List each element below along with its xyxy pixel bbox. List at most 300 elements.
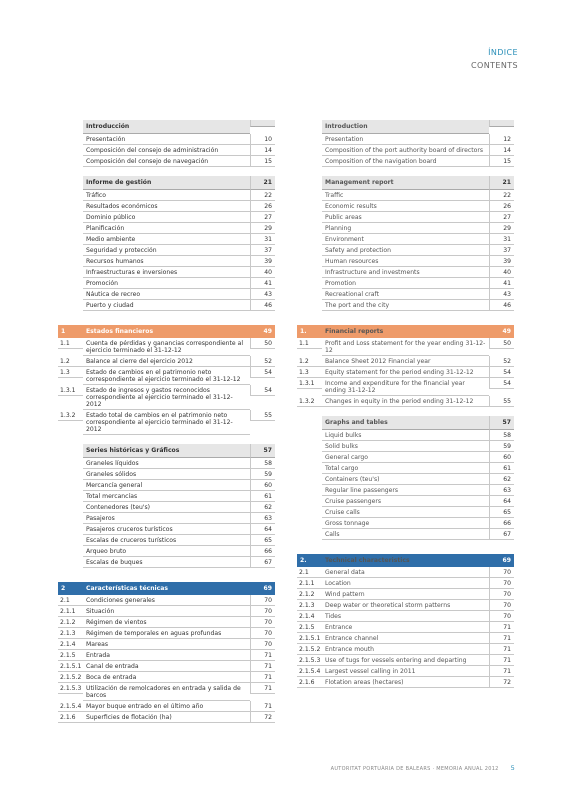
entry-number: 2.1.5.4: [297, 666, 322, 677]
entry-label: Seguridad y protección: [83, 245, 250, 256]
entry-label: Tides: [322, 611, 489, 622]
entry-page: 64: [250, 524, 275, 535]
page-number: 5: [510, 764, 515, 772]
toc-entry[interactable]: [297, 622, 514, 633]
entry-page: 62: [489, 474, 514, 485]
entry-number: 2.1.5.4: [58, 701, 83, 712]
section-title: Financial reports: [322, 325, 489, 338]
entry-label: Human resources: [322, 256, 489, 267]
entry-number: [58, 190, 83, 193]
entry-page: 66: [489, 518, 514, 529]
toc-entry[interactable]: [58, 385, 275, 410]
entry-number: [297, 485, 322, 488]
entry-number: 1.1: [297, 338, 322, 349]
toc-entry[interactable]: [58, 628, 275, 639]
toc-entry[interactable]: [297, 223, 514, 234]
entry-number: 2.1.5.3: [297, 655, 322, 666]
section-heading[interactable]: [58, 325, 275, 338]
entry-label: Total cargo: [322, 463, 489, 474]
entry-number: [58, 134, 83, 137]
entry-label: Resultados económicos: [83, 201, 250, 212]
toc-entry[interactable]: [58, 267, 275, 278]
toc-entry[interactable]: [58, 212, 275, 223]
entry-label: Presentation: [322, 134, 489, 145]
entry-label: Recreational craft: [322, 289, 489, 300]
entry-number: 2.1.4: [58, 639, 83, 650]
entry-page: 70: [489, 600, 514, 611]
toc-entry[interactable]: [58, 145, 275, 156]
entry-label: Planificación: [83, 223, 250, 234]
toc-entry[interactable]: [297, 600, 514, 611]
toc-entry[interactable]: [58, 513, 275, 524]
toc-entry[interactable]: [297, 441, 514, 452]
entry-page: 70: [489, 611, 514, 622]
entry-label: Pasajeros cruceros turísticos: [83, 524, 250, 535]
entry-label: Composición del consejo de navegación: [83, 156, 250, 167]
toc-section-financial: [297, 325, 514, 407]
section-title: Informe de gestión: [83, 176, 250, 190]
entry-label: Entrance channel: [322, 633, 489, 644]
toc-entry[interactable]: [297, 529, 514, 540]
toc-entry[interactable]: [58, 701, 275, 712]
entry-page: 55: [250, 410, 275, 421]
entry-number: 1.3: [58, 367, 83, 378]
entry-label: Puerto y ciudad: [83, 300, 250, 311]
entry-page: 26: [250, 201, 275, 212]
entry-number: 2.1.6: [297, 677, 322, 688]
entry-number: [297, 507, 322, 510]
entry-label: Contenedores (teu's): [83, 502, 250, 513]
entry-number: 2.1.3: [297, 600, 322, 611]
section-heading[interactable]: [297, 416, 514, 430]
entry-label: Superficies de flotación (ha): [83, 712, 250, 723]
toc-entry[interactable]: [297, 267, 514, 278]
entry-page: 71: [250, 701, 275, 712]
entry-label: Estado total de cambios en el patrimonio neto correspondiente al ejercicio terminado el 31-12-2012: [83, 410, 250, 435]
entry-page: 63: [489, 485, 514, 496]
entry-label: Entrance mouth: [322, 644, 489, 655]
entry-label: Deep water or theoretical storm patterns: [322, 600, 489, 611]
entry-label: Cuenta de pérdidas y ganancias correspondiente al ejercicio terminado el 31-12-12: [83, 338, 250, 356]
contents-subtitle: CONTENTS: [471, 61, 518, 70]
section-page: [489, 120, 514, 127]
section-number: 1.: [297, 325, 322, 338]
toc-section-financial: [58, 325, 275, 435]
toc-entry[interactable]: [58, 683, 275, 701]
entry-label: Escalas de cruceros turísticos: [83, 535, 250, 546]
entry-page: 31: [489, 234, 514, 245]
entry-page: 37: [489, 245, 514, 256]
entry-number: [58, 535, 83, 538]
entry-page: 64: [489, 496, 514, 507]
entry-label: Environment: [322, 234, 489, 245]
entry-label: Cruise calls: [322, 507, 489, 518]
toc-entry[interactable]: [58, 480, 275, 491]
entry-number: 2.1.3: [58, 628, 83, 639]
entry-page: 61: [489, 463, 514, 474]
toc-entry[interactable]: [58, 234, 275, 245]
toc-entry[interactable]: [58, 458, 275, 469]
entry-label: Planning: [322, 223, 489, 234]
toc-entry[interactable]: [297, 278, 514, 289]
entry-page: 71: [489, 655, 514, 666]
entry-page: 70: [489, 578, 514, 589]
toc-entry[interactable]: [297, 378, 514, 396]
toc-entry[interactable]: [58, 134, 275, 145]
entry-page: 71: [250, 661, 275, 672]
entry-number: [297, 278, 322, 281]
toc-entry[interactable]: [297, 485, 514, 496]
toc-entry[interactable]: [297, 245, 514, 256]
toc-entry[interactable]: [58, 712, 275, 723]
entry-page: 43: [489, 289, 514, 300]
toc-entry[interactable]: [297, 507, 514, 518]
section-title: Graphs and tables: [322, 416, 489, 430]
toc-entry[interactable]: [297, 300, 514, 311]
entry-page: 54: [489, 367, 514, 378]
entry-label: Liquid bulks: [322, 430, 489, 441]
section-number: [297, 120, 322, 126]
toc-entry[interactable]: [58, 367, 275, 385]
toc-entry[interactable]: [297, 396, 514, 407]
toc-entry[interactable]: [58, 502, 275, 513]
entry-number: [58, 245, 83, 248]
entry-number: [297, 474, 322, 477]
entry-label: Dominio público: [83, 212, 250, 223]
entry-label: Boca de entrada: [83, 672, 250, 683]
entry-number: 1.3: [297, 367, 322, 378]
entry-number: [58, 480, 83, 483]
toc-entry[interactable]: [297, 430, 514, 441]
toc-entry[interactable]: [297, 463, 514, 474]
entry-page: 39: [250, 256, 275, 267]
toc-entry[interactable]: [58, 156, 275, 167]
entry-page: 10: [250, 134, 275, 145]
entry-number: [58, 278, 83, 281]
entry-label: Composition of the navigation board: [322, 156, 489, 167]
entry-label: Entrada: [83, 650, 250, 661]
section-heading[interactable]: [297, 176, 514, 190]
entry-number: 2.1.5.2: [58, 672, 83, 683]
entry-number: [297, 518, 322, 521]
entry-page: 46: [489, 300, 514, 311]
toc-entry[interactable]: [58, 201, 275, 212]
entry-number: [297, 463, 322, 466]
toc-entry[interactable]: [58, 524, 275, 535]
toc-entry[interactable]: [297, 234, 514, 245]
toc-entry[interactable]: [58, 557, 275, 568]
entry-page: 63: [250, 513, 275, 524]
toc-section-series: [58, 444, 275, 568]
toc-entry[interactable]: [58, 535, 275, 546]
toc-entry[interactable]: [58, 672, 275, 683]
entry-page: 26: [489, 201, 514, 212]
toc-entry[interactable]: [58, 606, 275, 617]
entry-page: 72: [489, 677, 514, 688]
entry-page: 71: [489, 633, 514, 644]
toc-entry[interactable]: [297, 589, 514, 600]
entry-label: Entrance: [322, 622, 489, 633]
toc-entry[interactable]: [297, 190, 514, 201]
entry-page: 61: [250, 491, 275, 502]
toc-entry[interactable]: [58, 650, 275, 661]
entry-number: 1.3.1: [297, 378, 322, 389]
toc-entry[interactable]: [297, 201, 514, 212]
entry-number: [58, 546, 83, 549]
entry-label: Promoción: [83, 278, 250, 289]
entry-number: 1.3.2: [297, 396, 322, 407]
entry-page: 22: [489, 190, 514, 201]
entry-page: 70: [250, 628, 275, 639]
entry-label: Location: [322, 578, 489, 589]
entry-label: Pasajeros: [83, 513, 250, 524]
entry-label: Infrastructure and investments: [322, 267, 489, 278]
section-heading[interactable]: [297, 120, 514, 134]
toc-section-series: [297, 416, 514, 540]
entry-page: 71: [489, 666, 514, 677]
section-page: 21: [489, 176, 514, 190]
entry-label: Mayor buque entrado en el último año: [83, 701, 250, 712]
entry-label: Composition of the port authority board of directors: [322, 145, 489, 156]
entry-label: Promotion: [322, 278, 489, 289]
entry-number: [297, 300, 322, 303]
section-title: Características técnicas: [83, 582, 250, 595]
section-heading[interactable]: [58, 444, 275, 458]
toc-entry[interactable]: [297, 518, 514, 529]
section-page: 57: [250, 444, 275, 458]
toc-section-technical: [297, 554, 514, 688]
entry-page: 72: [250, 712, 275, 723]
entry-label: Régimen de temporales en aguas profundas: [83, 628, 250, 639]
entry-page: 55: [489, 396, 514, 407]
section-number: [58, 176, 83, 182]
entry-label: Recursos humanos: [83, 256, 250, 267]
entry-page: 70: [489, 589, 514, 600]
entry-page: 58: [250, 458, 275, 469]
entry-number: [297, 441, 322, 444]
toc-entry[interactable]: [297, 356, 514, 367]
entry-label: Escalas de buques: [83, 557, 250, 568]
entry-number: [58, 524, 83, 527]
toc-entry[interactable]: [297, 156, 514, 167]
toc-entry[interactable]: [297, 567, 514, 578]
toc-entry[interactable]: [58, 595, 275, 606]
section-number: [297, 176, 322, 182]
entry-page: 43: [250, 289, 275, 300]
index-title: ÍNDICE: [488, 48, 518, 57]
entry-number: [297, 452, 322, 455]
toc-entry[interactable]: [58, 356, 275, 367]
entry-number: [58, 201, 83, 204]
entry-page: 29: [489, 223, 514, 234]
entry-number: [58, 145, 83, 148]
entry-number: 2.1.5.1: [58, 661, 83, 672]
entry-page: 12: [489, 134, 514, 145]
entry-page: 58: [489, 430, 514, 441]
entry-number: [297, 201, 322, 204]
entry-page: 70: [250, 595, 275, 606]
toc-entry[interactable]: [297, 134, 514, 145]
entry-number: 2.1.5.3: [58, 683, 83, 694]
entry-page: 54: [250, 385, 275, 396]
section-heading[interactable]: [58, 120, 275, 134]
toc-entry[interactable]: [297, 145, 514, 156]
entry-label: Gross tonnage: [322, 518, 489, 529]
entry-label: Balance Sheet 2012 Financial year: [322, 356, 489, 367]
entry-label: Wind pattern: [322, 589, 489, 600]
entry-page: 14: [250, 145, 275, 156]
entry-number: [297, 223, 322, 226]
entry-label: Canal de entrada: [83, 661, 250, 672]
entry-number: 2.1.4: [297, 611, 322, 622]
entry-number: [58, 212, 83, 215]
entry-label: Estado de cambios en el patrimonio neto correspondiente al ejercicio terminado el 31-12-12: [83, 367, 250, 385]
toc-entry[interactable]: [297, 677, 514, 688]
entry-page: 50: [250, 338, 275, 349]
entry-label: Mercancía general: [83, 480, 250, 491]
entry-number: 2.1.2: [58, 617, 83, 628]
toc-entry[interactable]: [297, 474, 514, 485]
entry-number: 1.3.2: [58, 410, 83, 421]
section-title: Series históricas y Gráficos: [83, 444, 250, 458]
entry-number: 2.1.1: [297, 578, 322, 589]
entry-label: Calls: [322, 529, 489, 540]
entry-label: Containers (teu's): [322, 474, 489, 485]
entry-page: 62: [250, 502, 275, 513]
section-title: Technical characteristics: [322, 554, 489, 567]
entry-number: [297, 267, 322, 270]
toc-entry[interactable]: [297, 644, 514, 655]
entry-label: Cruise passengers: [322, 496, 489, 507]
entry-page: 60: [250, 480, 275, 491]
entry-page: 41: [250, 278, 275, 289]
entry-number: 1.3.1: [58, 385, 83, 396]
entry-label: Medio ambiente: [83, 234, 250, 245]
entry-page: 70: [250, 606, 275, 617]
toc-entry[interactable]: [297, 655, 514, 666]
entry-label: Estado de ingresos y gastos reconocidos correspondiente al ejercicio terminado el 31-12-2012: [83, 385, 250, 410]
entry-page: 59: [489, 441, 514, 452]
entry-label: Equity statement for the period ending 31-12-12: [322, 367, 489, 378]
toc-entry[interactable]: [58, 469, 275, 480]
section-heading[interactable]: [297, 554, 514, 567]
entry-label: Utilización de remolcadores en entrada y salida de barcos: [83, 683, 250, 701]
entry-page: 27: [250, 212, 275, 223]
entry-page: 46: [250, 300, 275, 311]
section-title: Estados financieros: [83, 325, 250, 338]
toc-entry[interactable]: [58, 245, 275, 256]
entry-number: [58, 513, 83, 516]
entry-number: [297, 156, 322, 159]
entry-label: Changes in equity in the period ending 31-12-12: [322, 396, 489, 407]
section-heading[interactable]: [297, 325, 514, 338]
toc-entry[interactable]: [297, 666, 514, 677]
entry-number: [297, 145, 322, 148]
section-heading[interactable]: [58, 176, 275, 190]
entry-page: 65: [489, 507, 514, 518]
entry-number: [297, 212, 322, 215]
entry-page: 41: [489, 278, 514, 289]
toc-entry[interactable]: [297, 496, 514, 507]
section-number: [297, 416, 322, 422]
entry-page: 71: [250, 683, 275, 694]
toc-entry[interactable]: [297, 452, 514, 463]
toc-entry[interactable]: [58, 300, 275, 311]
toc-entry[interactable]: [58, 190, 275, 201]
toc-entry[interactable]: [297, 367, 514, 378]
entry-label: Presentación: [83, 134, 250, 145]
toc-entry[interactable]: [58, 661, 275, 672]
entry-number: [297, 134, 322, 137]
toc-entry[interactable]: [297, 338, 514, 356]
entry-label: Largest vessel calling in 2011: [322, 666, 489, 677]
toc-entry[interactable]: [58, 338, 275, 356]
entry-page: 52: [489, 356, 514, 367]
entry-label: Profit and Loss statement for the year ending 31-12-12: [322, 338, 489, 356]
entry-label: Flotation areas (hectares): [322, 677, 489, 688]
section-page: 69: [250, 582, 275, 595]
entry-page: 71: [250, 672, 275, 683]
entry-label: Income and expenditure for the financial year ending 31-12-12: [322, 378, 489, 396]
entry-page: 60: [489, 452, 514, 463]
entry-page: 71: [250, 650, 275, 661]
entry-page: 31: [250, 234, 275, 245]
toc-entry[interactable]: [58, 278, 275, 289]
entry-label: Composición del consejo de administración: [83, 145, 250, 156]
entry-page: 67: [250, 557, 275, 568]
entry-number: [297, 245, 322, 248]
entry-number: 2.1.5.2: [297, 644, 322, 655]
entry-number: 2.1.5: [58, 650, 83, 661]
entry-label: Use of tugs for vessels entering and departing: [322, 655, 489, 666]
section-title: Introduction: [322, 120, 489, 134]
entry-number: [58, 256, 83, 259]
toc-entry[interactable]: [297, 289, 514, 300]
section-number: [58, 444, 83, 450]
toc-entry[interactable]: [58, 491, 275, 502]
toc-entry[interactable]: [58, 546, 275, 557]
section-heading[interactable]: [58, 582, 275, 595]
entry-number: 2.1.1: [58, 606, 83, 617]
entry-number: [58, 234, 83, 237]
entry-label: Náutica de recreo: [83, 289, 250, 300]
footer: [0, 764, 565, 772]
section-page: [250, 120, 275, 127]
toc-entry[interactable]: [58, 617, 275, 628]
section-page: 57: [489, 416, 514, 430]
entry-label: Economic results: [322, 201, 489, 212]
entry-page: 15: [250, 156, 275, 167]
footer-text: AUTORITAT PORTUÀRIA DE BALEARS · MEMORIA ANUAL 2012: [330, 766, 499, 772]
toc-entry[interactable]: [297, 611, 514, 622]
entry-page: 70: [489, 567, 514, 578]
entry-label: General cargo: [322, 452, 489, 463]
toc-entry[interactable]: [297, 256, 514, 267]
toc-entry[interactable]: [58, 256, 275, 267]
toc-entry[interactable]: [297, 633, 514, 644]
toc-entry[interactable]: [297, 212, 514, 223]
entry-number: 1.1: [58, 338, 83, 349]
entry-label: Regular line passengers: [322, 485, 489, 496]
toc-entry[interactable]: [58, 223, 275, 234]
toc-entry[interactable]: [297, 578, 514, 589]
toc-entry[interactable]: [58, 410, 275, 435]
entry-number: [58, 557, 83, 560]
entry-page: 14: [489, 145, 514, 156]
section-page: 49: [489, 325, 514, 338]
toc-entry[interactable]: [58, 639, 275, 650]
toc-entry[interactable]: [58, 289, 275, 300]
